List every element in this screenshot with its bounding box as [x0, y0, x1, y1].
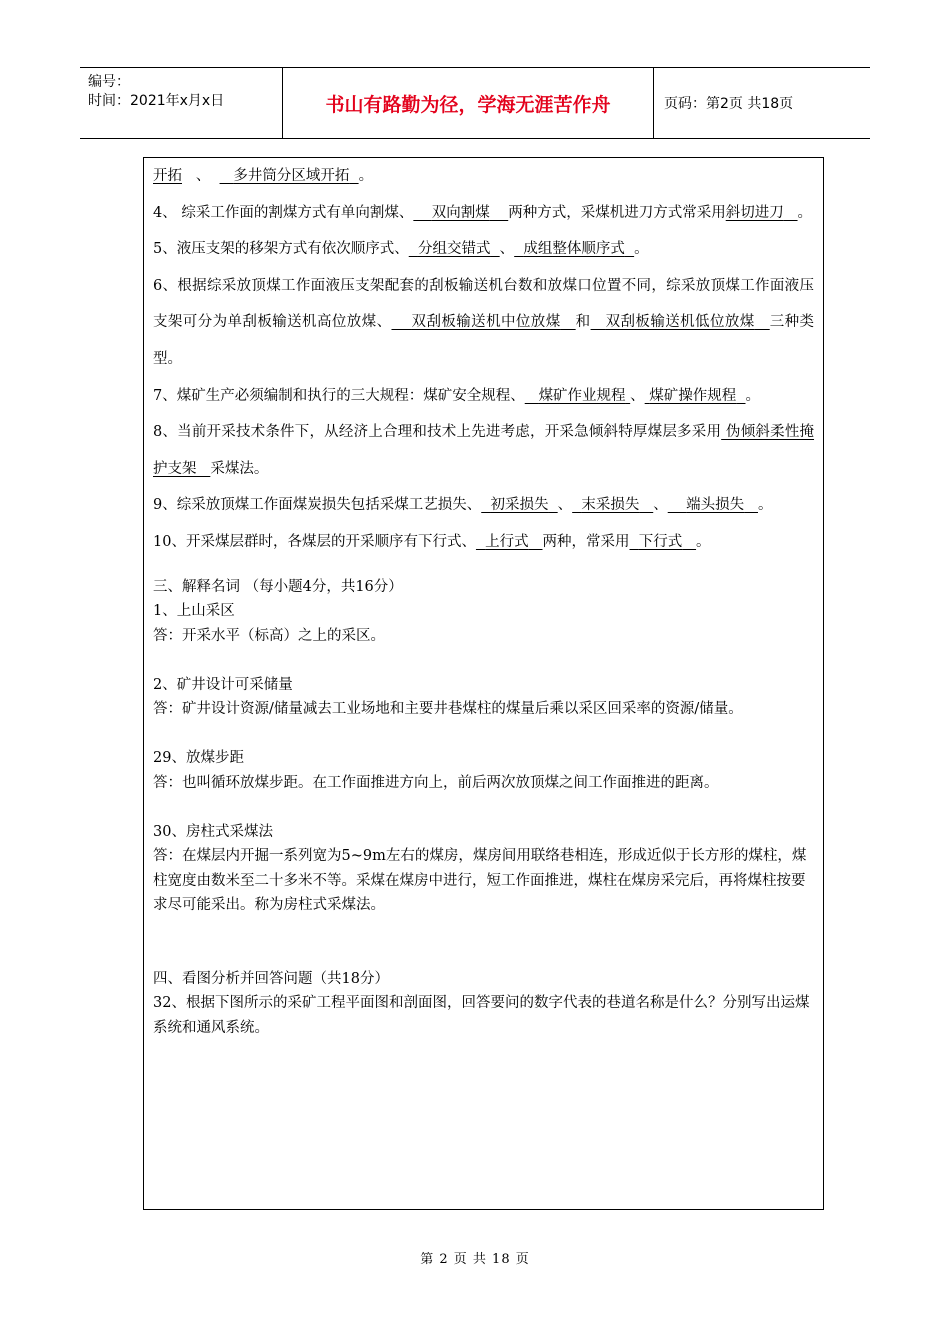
answer-blank: 双刮板输送机中位放煤: [411, 314, 561, 331]
answer-blank: 开拓: [153, 168, 182, 184]
answer-blank: 多井筒分区域开拓: [233, 168, 350, 184]
question-6: 6、根据综采放顶煤工作面液压支架配套的刮板输送机台数和放煤口位置不同，综采放顶煤工作面液压支架可分为单刮板输送机高位放煤、 双刮板输送机中位放煤 和 双刮板输送机低位放煤 三种类型。: [153, 277, 815, 367]
answer-blank: 成组整体顺序式: [523, 241, 625, 258]
section-definitions: [153, 575, 814, 1041]
answer-blank: 斜切进刀: [725, 204, 784, 221]
question-3-tail: 开拓 、 多井筒分区域开拓 。: [153, 168, 374, 184]
header-motto: 书山有路勤为径，学海无涯苦作舟: [283, 68, 654, 138]
question-4: 4、 综采工作面的割煤方式有单向割煤、 双向割煤 两种方式，采煤机进刀方式常采用斜切进刀 。: [153, 204, 813, 221]
header-page-info: 页码：第2页 共18页: [664, 96, 794, 112]
question-7: 7、煤矿生产必须编制和执行的三大规程：煤矿安全规程、 煤矿作业规程 、 煤矿操作规程 。: [153, 387, 760, 404]
answer-blank: 上行式: [485, 533, 529, 550]
section-title: 三、解释名词 （每小题4分，共16分）: [153, 578, 403, 595]
question-9: 9、综采放顶煤工作面煤炭损失包括采煤工艺损失、 初采损失 、 末采损失 、 端头损失 。: [153, 497, 773, 514]
content-box: [143, 157, 824, 1210]
answer-blank: 初采损失: [490, 497, 549, 514]
answer: 答：开采水平（标高）之上的采区。: [153, 627, 385, 644]
time-label: 时间：2021年x月x日: [88, 93, 225, 109]
page-header: [80, 67, 870, 139]
answer: 答：矿井设计资源/储量减去工业场地和主要井巷煤柱的煤量后乘以采区回采率的资源/储量。: [153, 701, 743, 718]
question-32: 32、根据下图所示的采矿工程平面图和剖面图，回答要问的数字代表的巷道名称是什么？分别写出运煤系统和通风系统。: [153, 995, 810, 1036]
question-10: 10、开采煤层群时，各煤层的开采顺序有下行式、 上行式 两种，常采用 下行式 。: [153, 533, 711, 550]
answer-blank: 端头损失: [686, 497, 745, 514]
answer: 答：在煤层内开掘一系列宽为5~9m左右的煤房，煤房间用联络巷相连，形成近似于长方形的煤柱，煤柱宽度由数米至二十多米不等。采煤在煤房中进行，短工作面推进，煤柱在煤房采完后，再将煤柱按要求尽可能采出。称为房柱式采煤法。: [153, 848, 807, 914]
number-label: 编号：: [88, 74, 130, 90]
term: 2、矿井设计可采储量: [153, 676, 293, 693]
page-footer: 第 2 页 共 18 页: [420, 1252, 530, 1267]
term: 30、房柱式采煤法: [153, 823, 273, 840]
answer-blank: 煤矿作业规程: [538, 387, 626, 404]
answer-blank: 双刮板输送机低位放煤: [605, 314, 755, 331]
answer-blank: 伪倾斜柔性掩护支架: [153, 424, 815, 477]
answer-blank: 分组交错式: [417, 241, 491, 258]
term: 29、放煤步距: [153, 750, 244, 767]
answer-blank: 下行式: [638, 533, 683, 550]
answer-blank: 末采损失: [581, 497, 640, 514]
answer-blank: 煤矿操作规程: [649, 387, 737, 404]
header-meta: [80, 68, 283, 138]
answer-blank: 双向割煤: [431, 204, 490, 221]
question-5: 5、液压支架的移架方式有依次顺序式、 分组交错式 、 成组整体顺序式 。: [153, 241, 649, 258]
fill-in-questions: [153, 158, 814, 561]
answer: 答：也叫循环放煤步距。在工作面推进方向上，前后两次放顶煤之间工作面推进的距离。: [153, 774, 719, 791]
section-title: 四、看图分析并回答问题（共18分）: [153, 970, 389, 987]
term: 1、上山采区: [153, 603, 235, 620]
question-8: 8、当前开采技术条件下，从经济上合理和技术上先进考虑，开采急倾斜特厚煤层多采用 伪倾斜柔性掩护支架 采煤法。: [153, 424, 815, 477]
